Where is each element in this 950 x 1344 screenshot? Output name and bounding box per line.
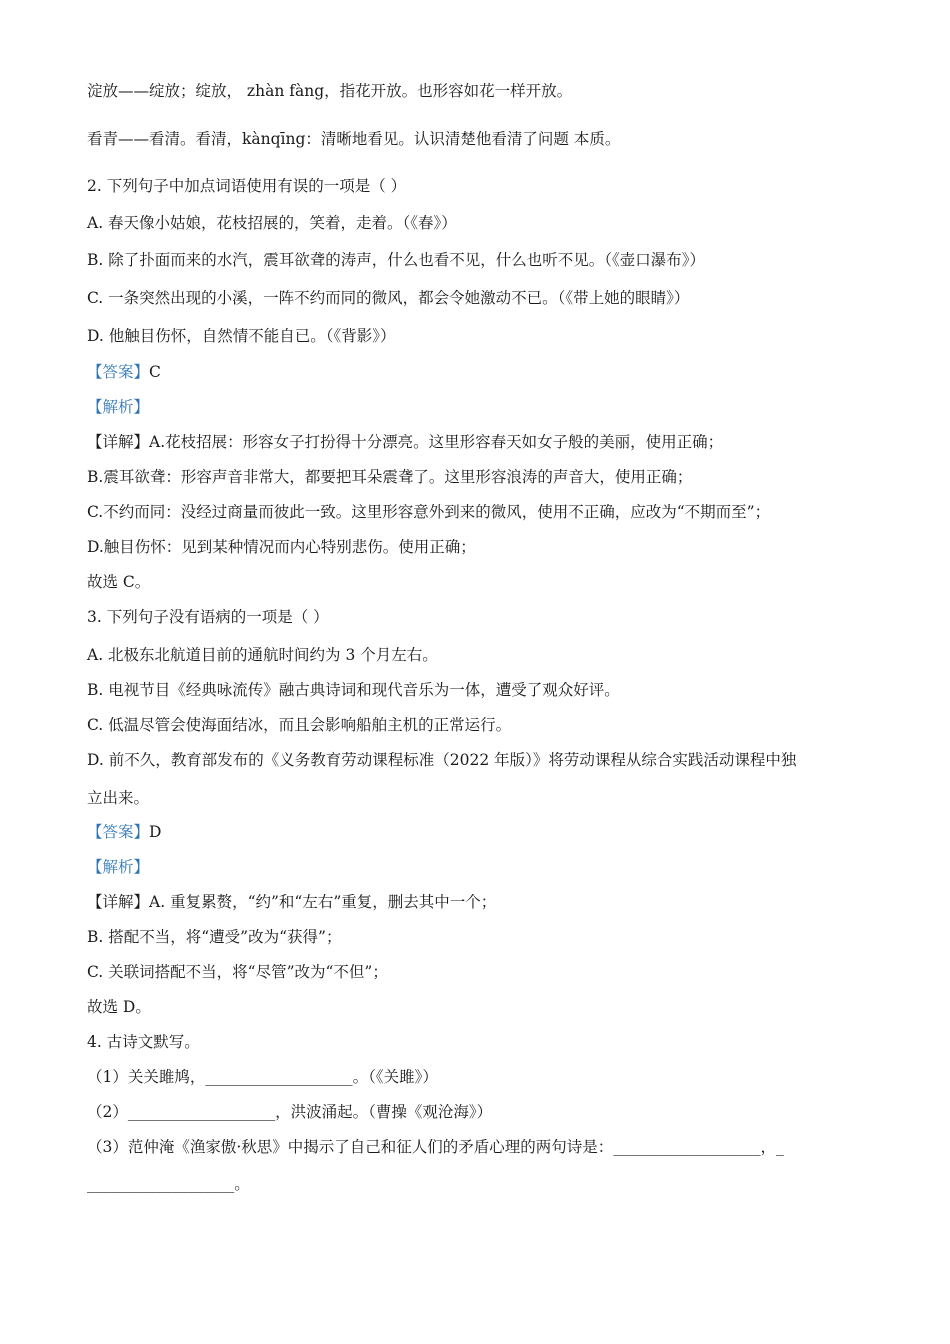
question-2-stem: 2. 下列句子中加点词语使用有误的一项是（ ） (87, 177, 407, 195)
answer-line (87, 822, 161, 842)
answer-value: D (149, 823, 162, 841)
detail-line: 【详解】A. 重复累赘，“约”和“左右”重复，删去其中一个； (87, 893, 497, 911)
question-2-option-a: A. 春天像小姑娘，花枝招展的，笑着，走着。（《春》） (87, 214, 457, 232)
detail-tag: 【详解】 (87, 433, 150, 451)
text-line: 立出来。 (87, 789, 150, 807)
answer-tag: 【答案】 (87, 363, 150, 381)
question-3-stem: 3. 下列句子没有语病的一项是（ ） (87, 608, 329, 626)
question-3-option-d: D. 前不久，教育部发布的《义务教育劳动课程标准（2022 年版）》将劳动课程从综合实践活动课程中独 (87, 751, 797, 769)
analysis-tag: 【解析】 (87, 398, 150, 416)
question-4-stem: 4. 古诗文默写。 (87, 1033, 200, 1051)
question-4-item-2: （2）___________________，洪波涌起。（曹操《观沧海》） (87, 1103, 493, 1121)
text-line: C.不约而同：没经过商量而彼此一致。这里形容意外到来的微风，使用不正确，应改为“不期而至”； (87, 503, 771, 521)
question-4-item-1: （1）关关雎鸠，___________________。（《关雎》） (87, 1068, 438, 1086)
answer-tag: 【答案】 (87, 823, 150, 841)
analysis-line (87, 397, 149, 417)
question-3-option-b: B. 电视节目《经典咏流传》融古典诗词和现代音乐为一体，遭受了观众好评。 (87, 681, 620, 699)
question-4-item-3: （3）范仲淹《渔家傲·秋思》中揭示了自己和征人们的矛盾心理的两句诗是：___________________，_ (87, 1138, 784, 1156)
text-line: D.触目伤怀：见到某种情况而内心特别悲伤。使用正确； (87, 538, 476, 556)
text-line: B. 搭配不当，将“遭受”改为“获得”； (87, 928, 342, 946)
detail-tag: 【详解】 (87, 893, 150, 911)
text-line: 淀放——绽放；绽放， zhàn fàng，指花开放。也形容如花一样开放。 (87, 82, 573, 100)
question-2-option-d: D. 他触目伤怀，自然情不能自已。（《背影》） (87, 327, 396, 345)
detail-line: 【详解】A.花枝招展：形容女子打扮得十分漂亮。这里形容春天如女子般的美丽，使用正确； (87, 433, 724, 451)
text-line: 故选 D。 (87, 998, 151, 1016)
answer-line (87, 362, 161, 382)
answer-value: C (149, 363, 161, 381)
question-2-option-b: B. 除了扑面而来的水汽，震耳欲聋的涛声，什么也看不见，什么也听不见。（《壶口瀑布》） (87, 251, 705, 269)
question-2-option-c: C. 一条突然出现的小溪，一阵不约而同的微风，都会令她激动不已。（《带上她的眼睛》） (87, 289, 690, 307)
text-line: ___________________。 (87, 1175, 250, 1193)
text-line: B.震耳欲聋：形容声音非常大，都要把耳朵震聋了。这里形容浪涛的声音大，使用正确； (87, 468, 693, 486)
analysis-tag: 【解析】 (87, 858, 150, 876)
question-3-option-c: C. 低温尽管会使海面结冰，而且会影响船舶主机的正常运行。 (87, 716, 512, 734)
question-3-option-a: A. 北极东北航道目前的通航时间约为 3 个月左右。 (87, 646, 438, 664)
text-line: 看青——看清。看清，kànqīng：清晰地看见。认识清楚他看清了问题 本质。 (87, 130, 621, 148)
analysis-line (87, 857, 149, 877)
text-line: C. 关联词搭配不当，将“尽管”改为“不但”； (87, 963, 388, 981)
text-line: 故选 C。 (87, 573, 151, 591)
